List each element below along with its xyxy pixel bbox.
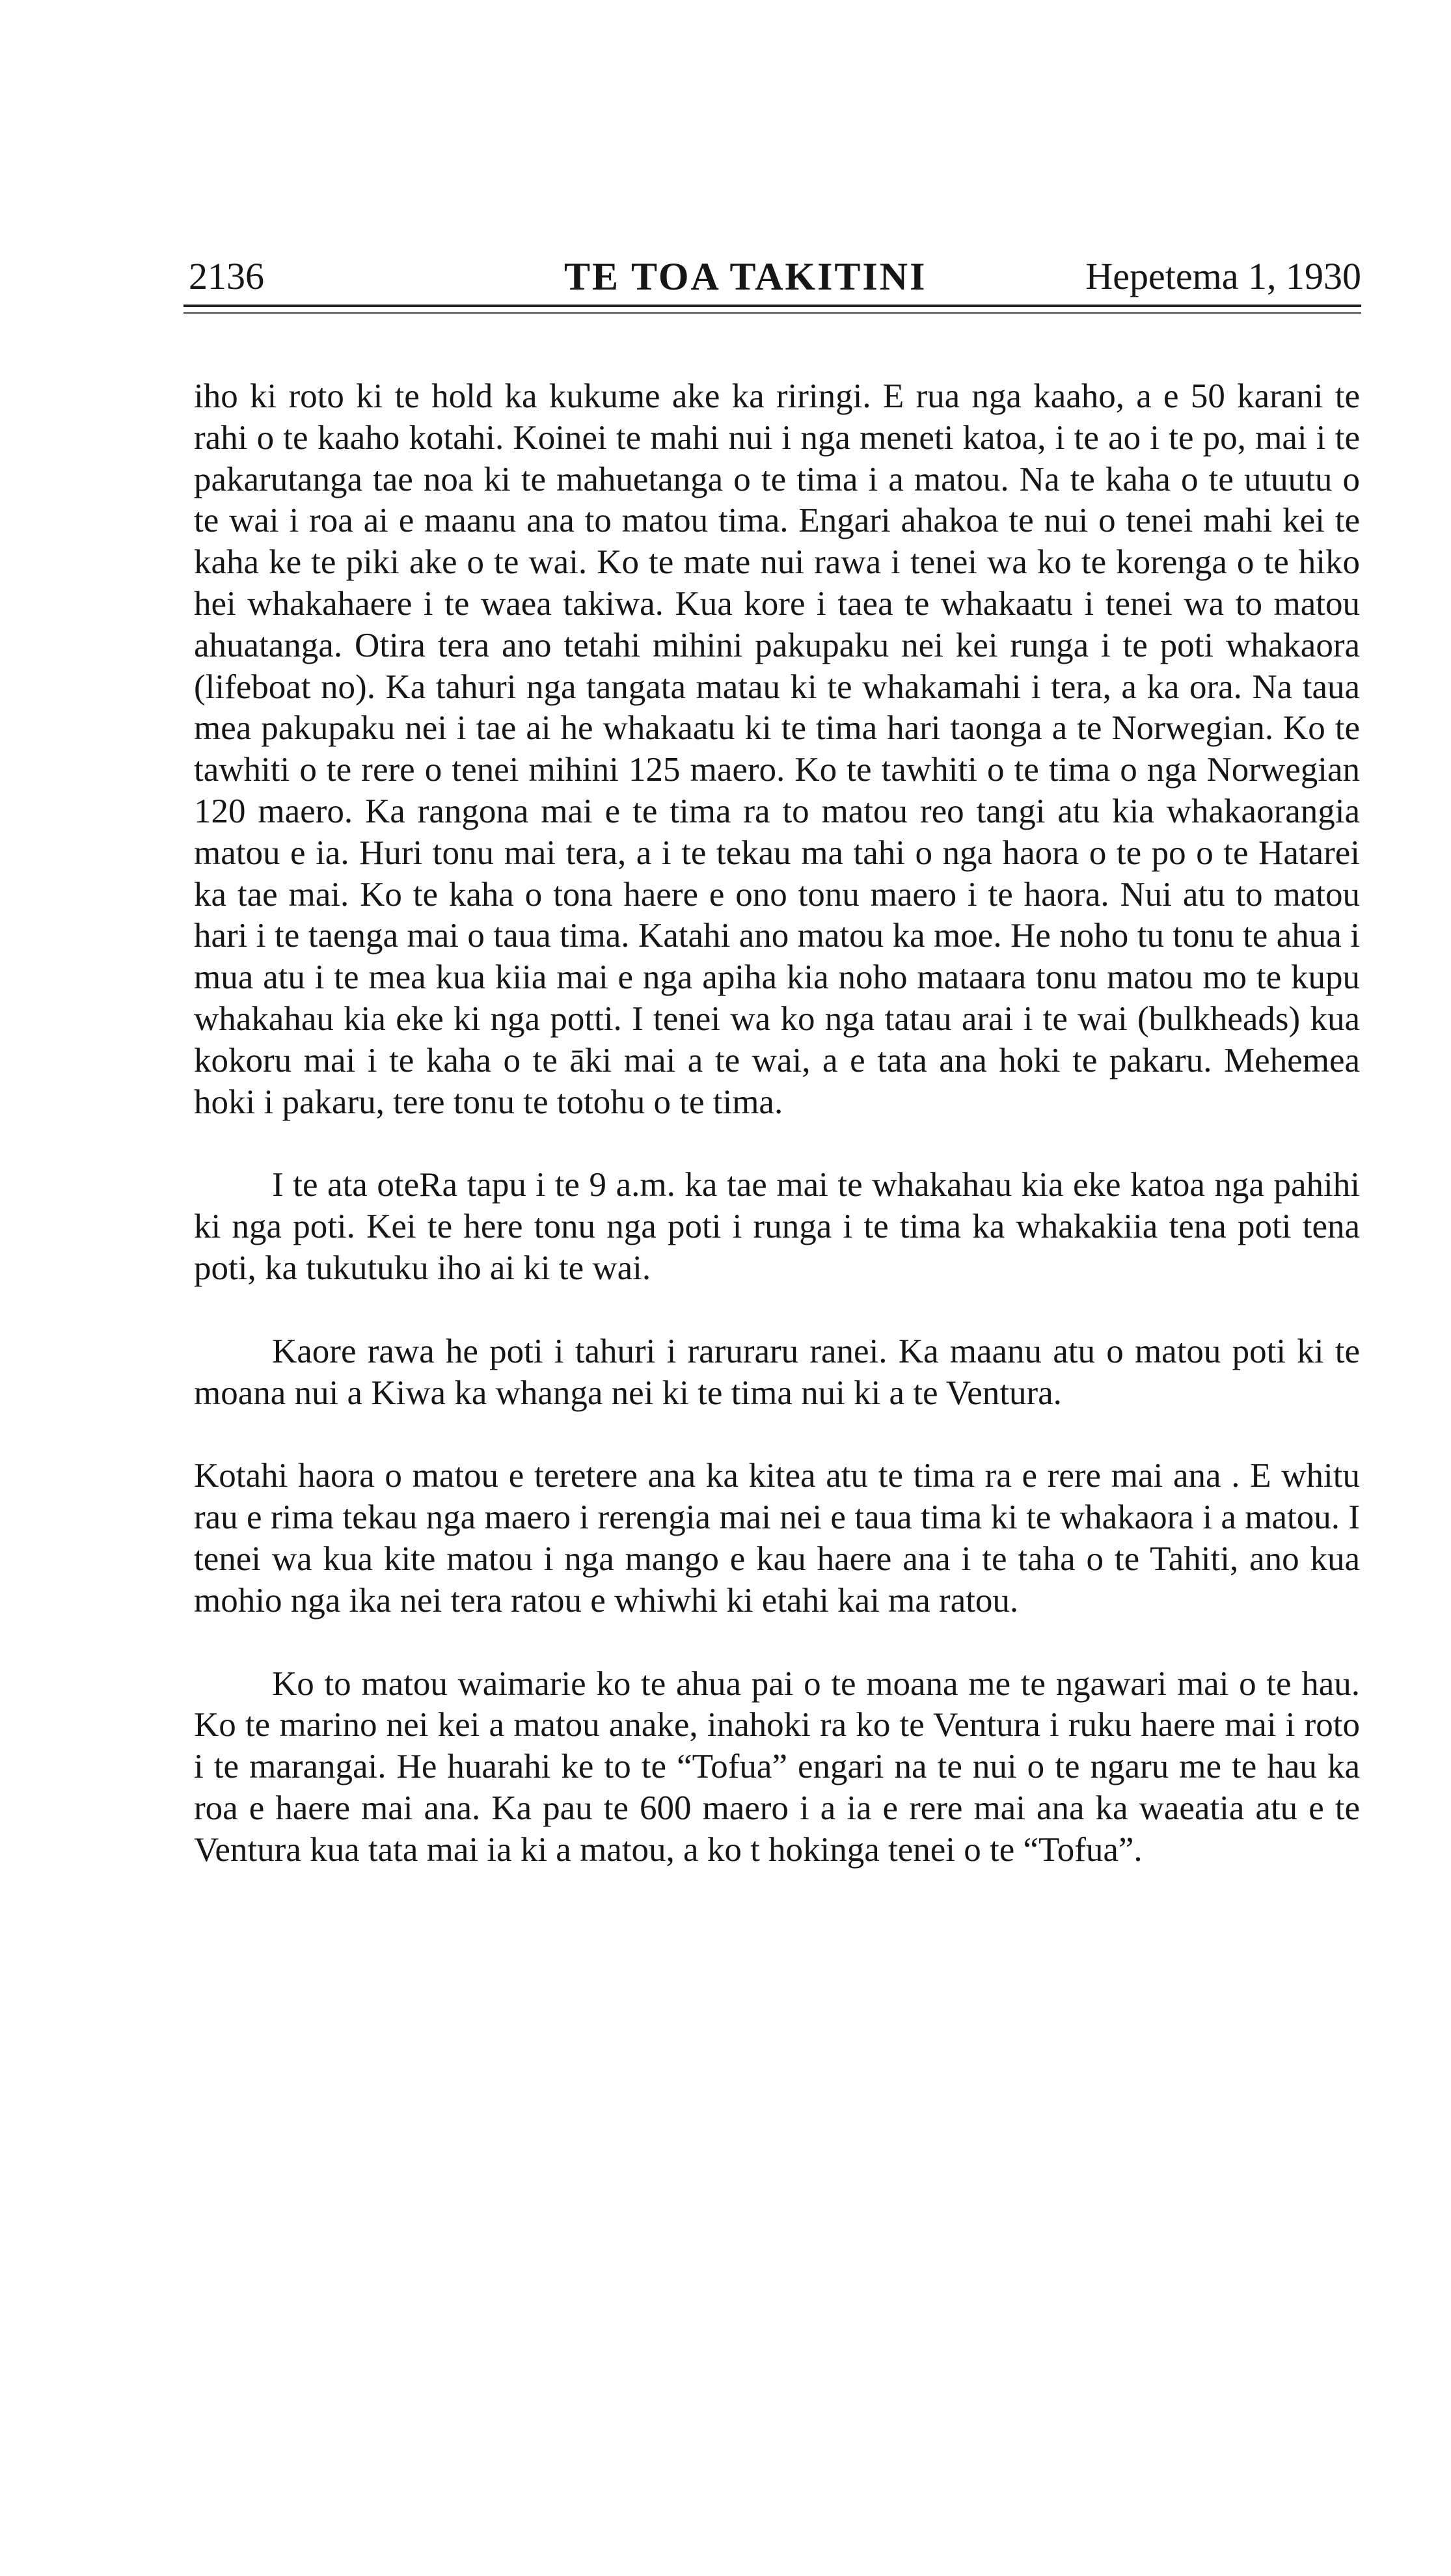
running-header	[183, 254, 1361, 299]
paragraph-3: Kaore rawa he poti i tahuri i raruraru ranei. Ka maanu atu o matou poti ki te moana nui a Kiwa ka whanga nei ki te tima nui ki a te Ventura.	[194, 1332, 1360, 1412]
paragraph-gap	[194, 1123, 1360, 1165]
header-rule	[183, 305, 1361, 307]
paragraph-4: Kotahi haora o matou e teretere ana ka kitea atu te tima ra e rere mai ana . E whitu rau e rima tekau nga maero i rerengia mai nei e taua tima ki te whakaora i a matou. I tenei wa kua kite matou i nga mango e kau haere ana i te taha o te Tahiti, ano kua mohio nga ika nei tera ratou e whiwhi ki etahi kai ma ratou.	[194, 1457, 1360, 1620]
publication-title: TE TOA TAKITINI	[564, 255, 927, 298]
paragraph-1: iho ki roto ki te hold ka kukume ake ka riringi. E rua nga kaaho, a e 50 karani te rahi o te kaaho kotahi. Koinei te mahi nui i nga meneti katoa, i te ao i te po, mai i te pakarutanga tae noa ki te mahuetanga o te tima i a matou. Na te kaha o te utuutu o te wai i roa ai e maanu ana to matou tima. Engari ahakoa te nui o tenei mahi kei te kaha ke te piki ake o te wai. Ko te mate nui rawa i tenei wa ko te korenga o te hiko hei whakahaere i te waea takiwa. Kua kore i taea te whakaatu i tenei wa to matou ahuatanga. Otira tera ano tetahi mihini pakupaku nei kei runga i te poti whakaora (lifeboat no). Ka tahuri nga tangata matau ki te whakamahi i tera, a ka ora. Na taua mea pakupaku nei i tae ai he whakaatu ki te tima hari taonga a te Norwegian. Ko te tawhiti o te rere o tenei mihini 125 maero. Ko te tawhiti o te tima o nga Norwegian 120 maero. Ka rangona mai e te tima ra to matou reo tangi atu kia whakaorangia matou e ia. Huri tonu mai tera, a i te tekau ma tahi o nga haora o te po o te Hatarei ka tae mai. Ko te kaha o tona haere e ono tonu maero i te haora. Nui atu to matou hari i te taenga mai o taua tima. Katahi ano matou ka moe. He noho tu tonu te ahua i mua atu i te mea kua kiia mai e nga apiha kia noho mataara tonu matou mo te kupu whakahau kia eke ki nga potti. I tenei wa ko nga tatau arai i te wai (bulkheads) kua kokoru mai i te kaha o te āki mai a te wai, a e tata ana hoki te pakaru. Mehemea hoki i pakaru, tere tonu te totohu o te tima.	[194, 377, 1360, 1121]
paragraph-gap	[194, 1622, 1360, 1664]
header-rule-thin	[183, 312, 1361, 314]
paragraph-2: I te ata oteRa tapu i te 9 a.m. ka tae mai te whakahau kia eke katoa nga pahihi ki nga poti. Kei te here tonu nga poti i runga i te tima ka whakakiia tena poti tena poti, ka tukutuku iho ai ki te wai.	[194, 1166, 1360, 1287]
paragraph-5: Ko to matou waimarie ko te ahua pai o te moana me te ngawari mai o te hau. Ko te marino nei kei a matou anake, inahoki ra ko te Ventura i ruku haere mai i roto i te marangai. He huarahi ke to te “Tofua” engari na te nui o te ngaru me te hau ka roa e haere mai ana. Ka pau te 600 maero i a ia e rere mai ana ka waeatia atu e te Ventura kua tata mai ia ki a matou, a ko t hokinga tenei o te “Tofua”.	[194, 1664, 1360, 1869]
issue-date: Hepetema 1, 1930	[1085, 255, 1361, 297]
article-body	[194, 376, 1360, 1871]
paragraph-gap	[194, 1414, 1360, 1456]
page-number: 2136	[189, 255, 264, 297]
paragraph-gap	[194, 1290, 1360, 1331]
